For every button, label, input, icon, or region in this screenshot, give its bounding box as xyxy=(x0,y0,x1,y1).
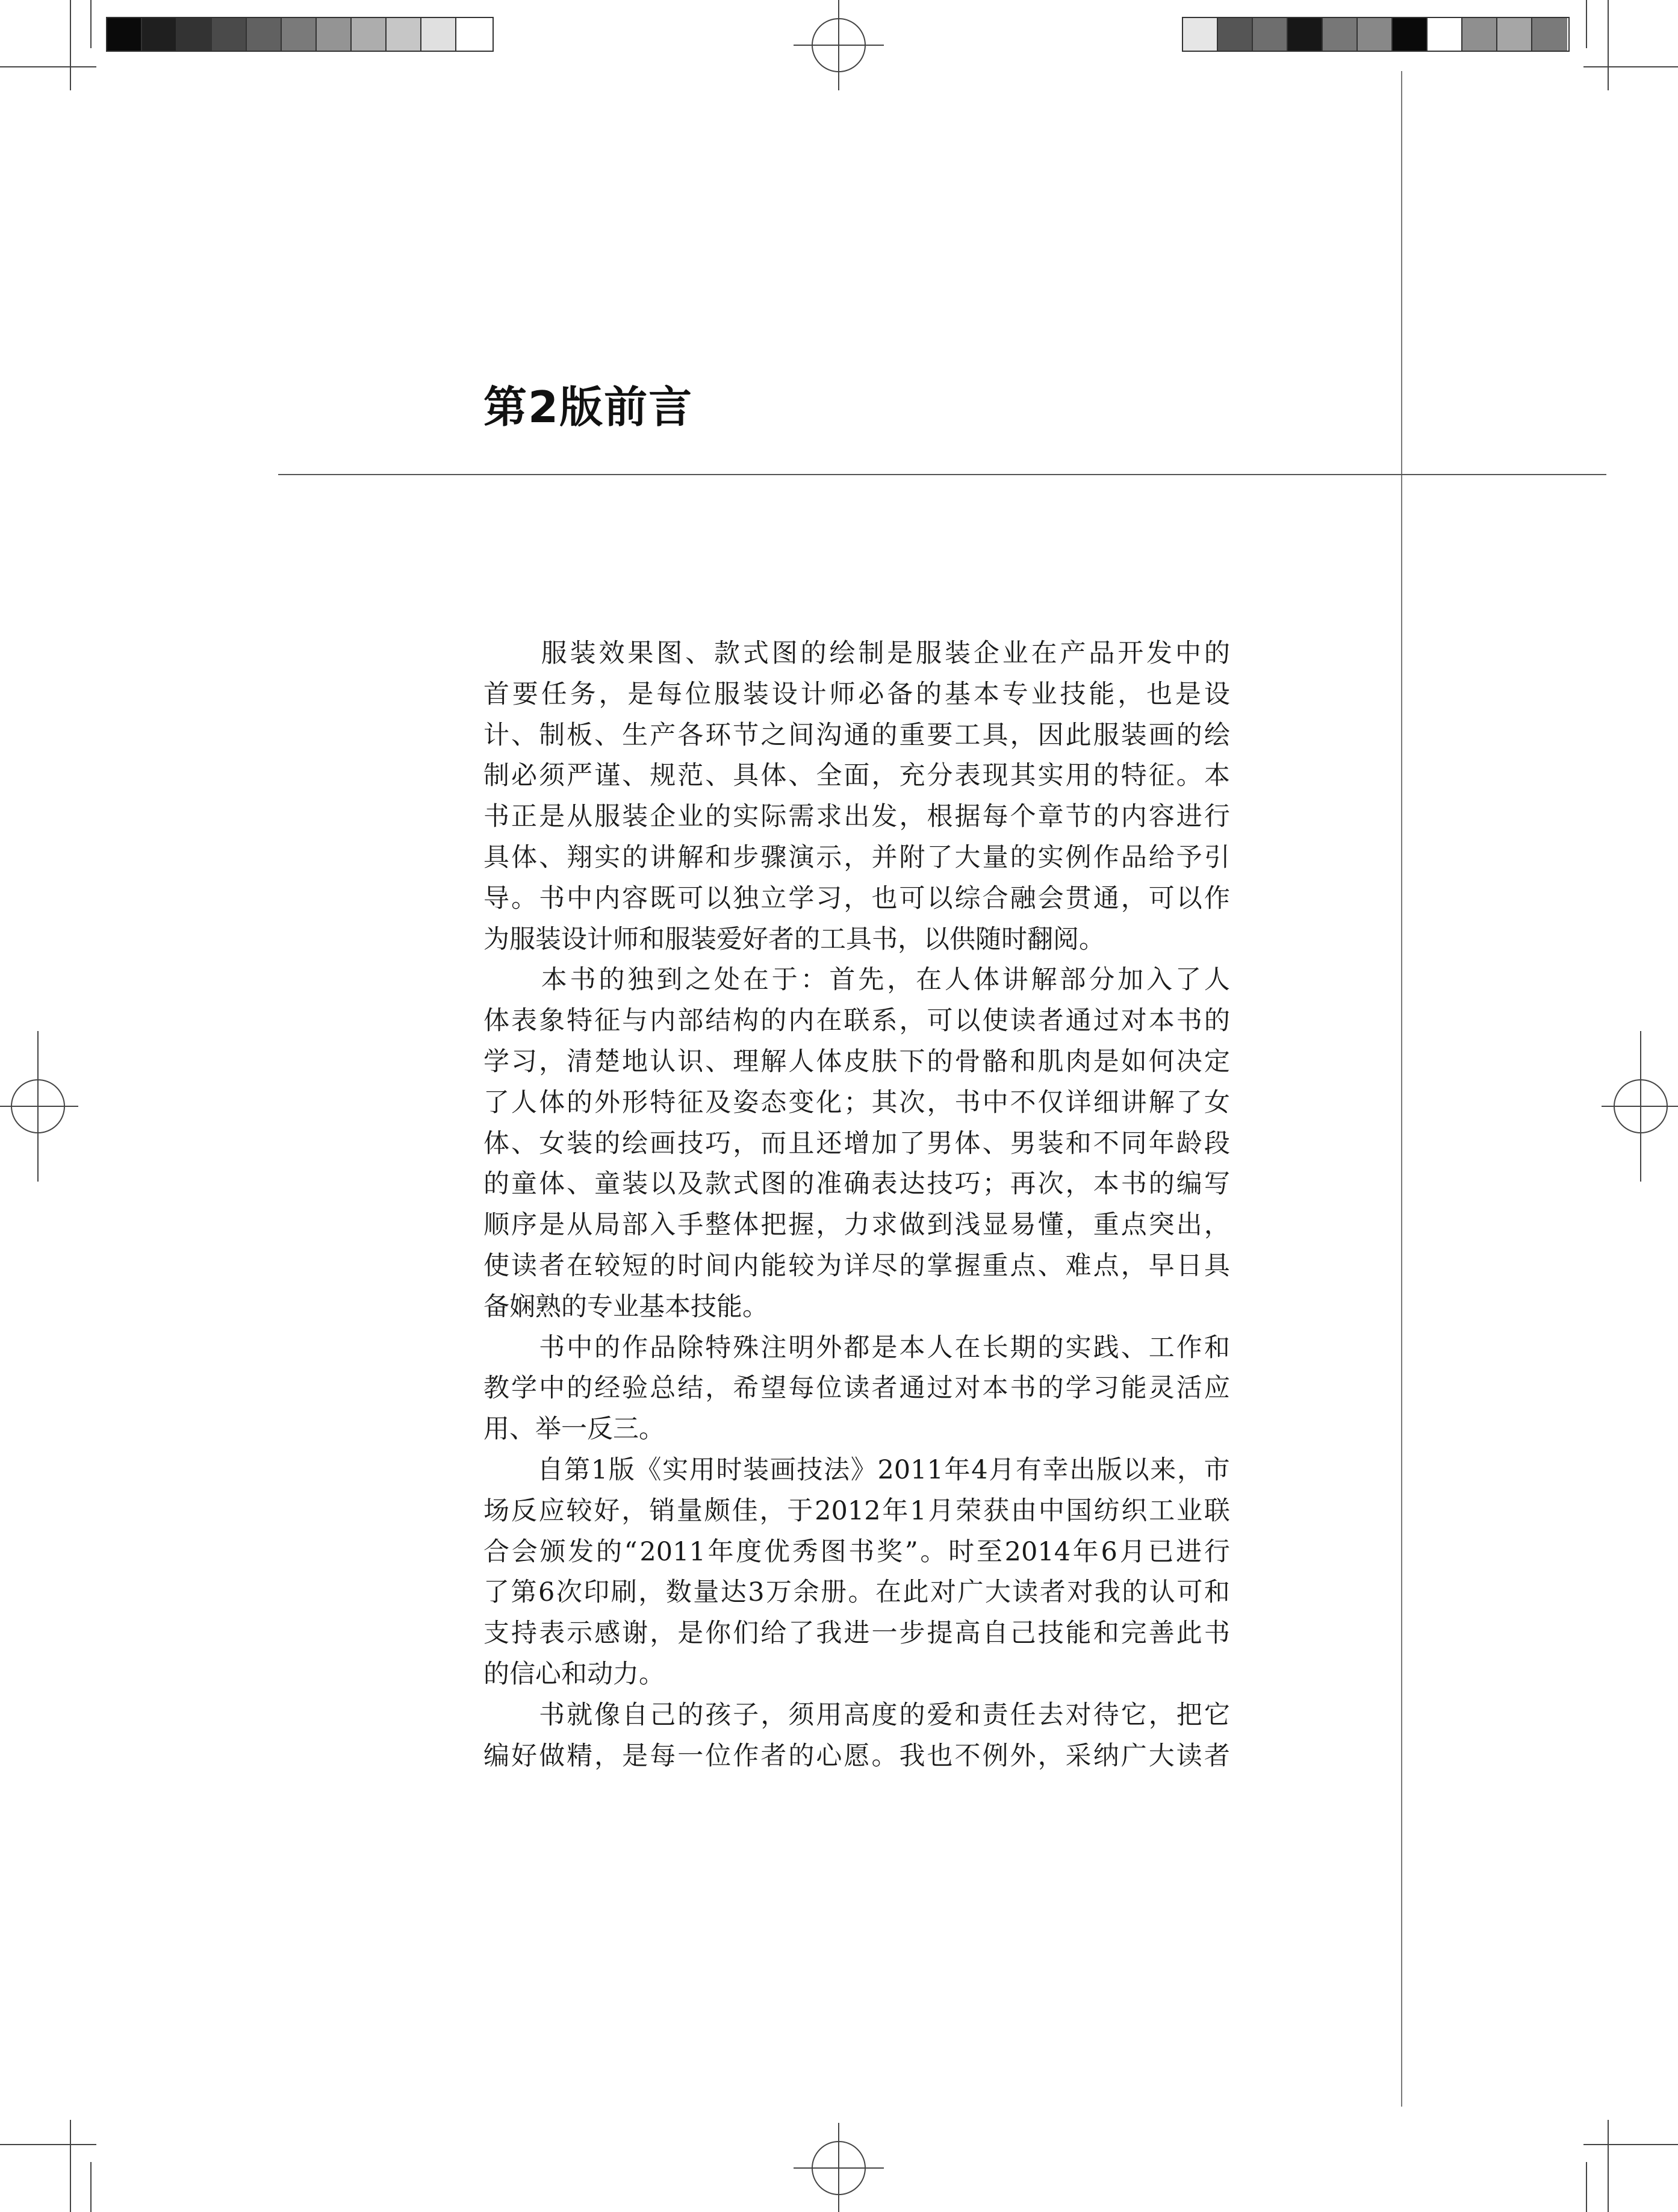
text-line: 编 好 做 精 ， 是 每 一 位 作 者 的 心 愿 。 我 也 不 例 外 ， 采 纳 广 大 读 者 xyxy=(483,1740,1230,1771)
crop-mark-top-left-inner xyxy=(90,0,92,48)
crop-mark-top-right-horizontal xyxy=(1583,66,1678,67)
text-line: 备娴熟的专业基本技能。 xyxy=(483,1291,768,1322)
crop-mark-bottom-right-inner xyxy=(1586,2162,1587,2212)
text-line: 服 装 效 果 图 、 款 式 图 的 绘 制 是 服 装 企 业 在 产 品 开 发 中 的 xyxy=(541,638,1230,668)
text-line: 书 正 是 从 服 装 企 业 的 实 际 需 求 出 发 ， 根 据 每 个 章 节 的 内 容 进 行 xyxy=(483,802,1230,832)
text-line: 支 持 表 示 感 谢 ， 是 你 们 给 了 我 进 一 步 提 高 自 己 技 能 和 完 善 此 书 xyxy=(483,1618,1230,1649)
text-line: 自 第 1 版 《 实 用 时 装 画 技 法 》 2011 年 4 月 有 幸 出 版 以 来 ， 市 xyxy=(537,1454,1230,1485)
color-swatch xyxy=(142,18,177,51)
color-swatch xyxy=(1218,18,1253,51)
page-title: 第2版前言 xyxy=(483,382,694,432)
text-line: 为服装设计师和服装爱好者的工具书，以供随时翻阅。 xyxy=(483,924,1105,955)
color-swatch xyxy=(1428,18,1462,51)
color-swatch xyxy=(107,18,142,51)
text-line: 合 会 颁 发 的 “ 2011 年 度 优 秀 图 书 奖 ” 。 时 至 2014 年 6 月 已 进 行 xyxy=(483,1536,1230,1567)
color-swatch xyxy=(1497,18,1532,51)
color-swatch xyxy=(317,18,352,51)
crop-mark-bottom-left-vertical xyxy=(70,2120,71,2212)
color-swatch xyxy=(1323,18,1358,51)
color-swatch xyxy=(1288,18,1323,51)
color-swatch xyxy=(456,18,491,51)
color-bar-right xyxy=(1182,17,1570,52)
crop-mark-bottom-left-inner xyxy=(90,2162,92,2212)
text-line: 本 书 的 独 到 之 处 在 于 ： 首 先 ， 在 人 体 讲 解 部 分 加 入 了 人 xyxy=(541,965,1230,995)
text-line: 导 。 书 中 内 容 既 可 以 独 立 学 习 ， 也 可 以 综 合 融 会 贯 通 ， 可 以 作 xyxy=(483,883,1230,914)
title-divider xyxy=(278,474,1606,475)
color-swatch xyxy=(1393,18,1428,51)
color-swatch xyxy=(1253,18,1288,51)
crop-mark-top-left-horizontal xyxy=(0,66,96,67)
text-line: 了 人 体 的 外 形 特 征 及 姿 态 变 化 ； 其 次 ， 书 中 不 仅 详 细 讲 解 了 女 xyxy=(483,1087,1230,1118)
color-swatch xyxy=(212,18,247,51)
color-swatch xyxy=(352,18,387,51)
crop-mark-top-left-vertical xyxy=(70,0,71,90)
text-line: 顺 序 是 从 局 部 入 手 整 体 把 握 ， 力 求 做 到 浅 显 易 懂 ， 重 点 突 出 ， xyxy=(483,1210,1230,1241)
text-line: 了 第 6 次 印 刷 ， 数 量 达 3 万 余 册 。 在 此 对 广 大 读 者 对 我 的 认 可 和 xyxy=(483,1577,1230,1608)
color-swatch xyxy=(1358,18,1393,51)
color-swatch xyxy=(387,18,421,51)
text-line: 体 表 象 特 征 与 内 部 结 构 的 内 在 联 系 ， 可 以 使 读 者 通 过 对 本 书 的 xyxy=(483,1006,1230,1036)
color-bar-left xyxy=(106,17,494,52)
text-line: 的 童 体 、 童 装 以 及 款 式 图 的 准 确 表 达 技 巧 ； 再 次 ， 本 书 的 编 写 xyxy=(483,1169,1230,1200)
body-text xyxy=(483,634,1230,1777)
color-swatch xyxy=(421,18,456,51)
color-swatch xyxy=(1183,18,1218,51)
text-line: 制 必 须 严 谨 、 规 范 、 具 体 、 全 面 ， 充 分 表 现 其 实 用 的 特 征 。 本 xyxy=(483,761,1230,791)
text-line: 的信心和动力。 xyxy=(483,1659,665,1689)
text-line: 学 习 ， 清 楚 地 认 识 、 理 解 人 体 皮 肤 下 的 骨 骼 和 肌 肉 是 如 何 决 定 xyxy=(483,1046,1230,1077)
crop-mark-bottom-right-horizontal xyxy=(1583,2144,1678,2145)
text-line: 教 学 中 的 经 验 总 结 ， 希 望 每 位 读 者 通 过 对 本 书 的 学 习 能 灵 活 应 xyxy=(483,1373,1230,1404)
color-swatch xyxy=(177,18,212,51)
text-line: 具 体 、 翔 实 的 讲 解 和 步 骤 演 示 ， 并 附 了 大 量 的 实 例 作 品 给 予 引 xyxy=(483,842,1230,873)
text-line: 用、举一反三。 xyxy=(483,1414,665,1445)
color-swatch xyxy=(282,18,317,51)
crop-mark-bottom-left-horizontal xyxy=(0,2144,96,2145)
crop-mark-top-right-vertical xyxy=(1608,0,1609,90)
text-line: 使 读 者 在 较 短 的 时 间 内 能 较 为 详 尽 的 掌 握 重 点 、 难 点 ， 早 日 具 xyxy=(483,1250,1230,1281)
text-line: 书 中 的 作 品 除 特 殊 注 明 外 都 是 本 人 在 长 期 的 实 践 、 工 作 和 xyxy=(539,1332,1230,1363)
crop-mark-top-right-inner xyxy=(1586,0,1587,48)
color-swatch xyxy=(247,18,282,51)
text-line: 体 、 女 装 的 绘 画 技 巧 ， 而 且 还 增 加 了 男 体 、 男 装 和 不 同 年 龄 段 xyxy=(483,1128,1230,1159)
color-swatch xyxy=(1462,18,1497,51)
trim-line-right xyxy=(1401,71,1402,2107)
text-line: 场 反 应 较 好 ， 销 量 颇 佳 ， 于 2012 年 1 月 荣 获 由 中 国 纺 织 工 业 联 xyxy=(483,1495,1230,1526)
color-swatch xyxy=(1532,18,1567,51)
text-line: 首 要 任 务 ， 是 每 位 服 装 设 计 师 必 备 的 基 本 专 业 技 能 ， 也 是 设 xyxy=(483,679,1230,709)
text-line: 书 就 像 自 己 的 孩 子 ， 须 用 高 度 的 爱 和 责 任 去 对 待 它 ， 把 它 xyxy=(539,1700,1230,1730)
crop-mark-bottom-right-vertical xyxy=(1608,2120,1609,2212)
text-line: 计 、 制 板 、 生 产 各 环 节 之 间 沟 通 的 重 要 工 具 ， 因 此 服 装 画 的 绘 xyxy=(483,720,1230,750)
